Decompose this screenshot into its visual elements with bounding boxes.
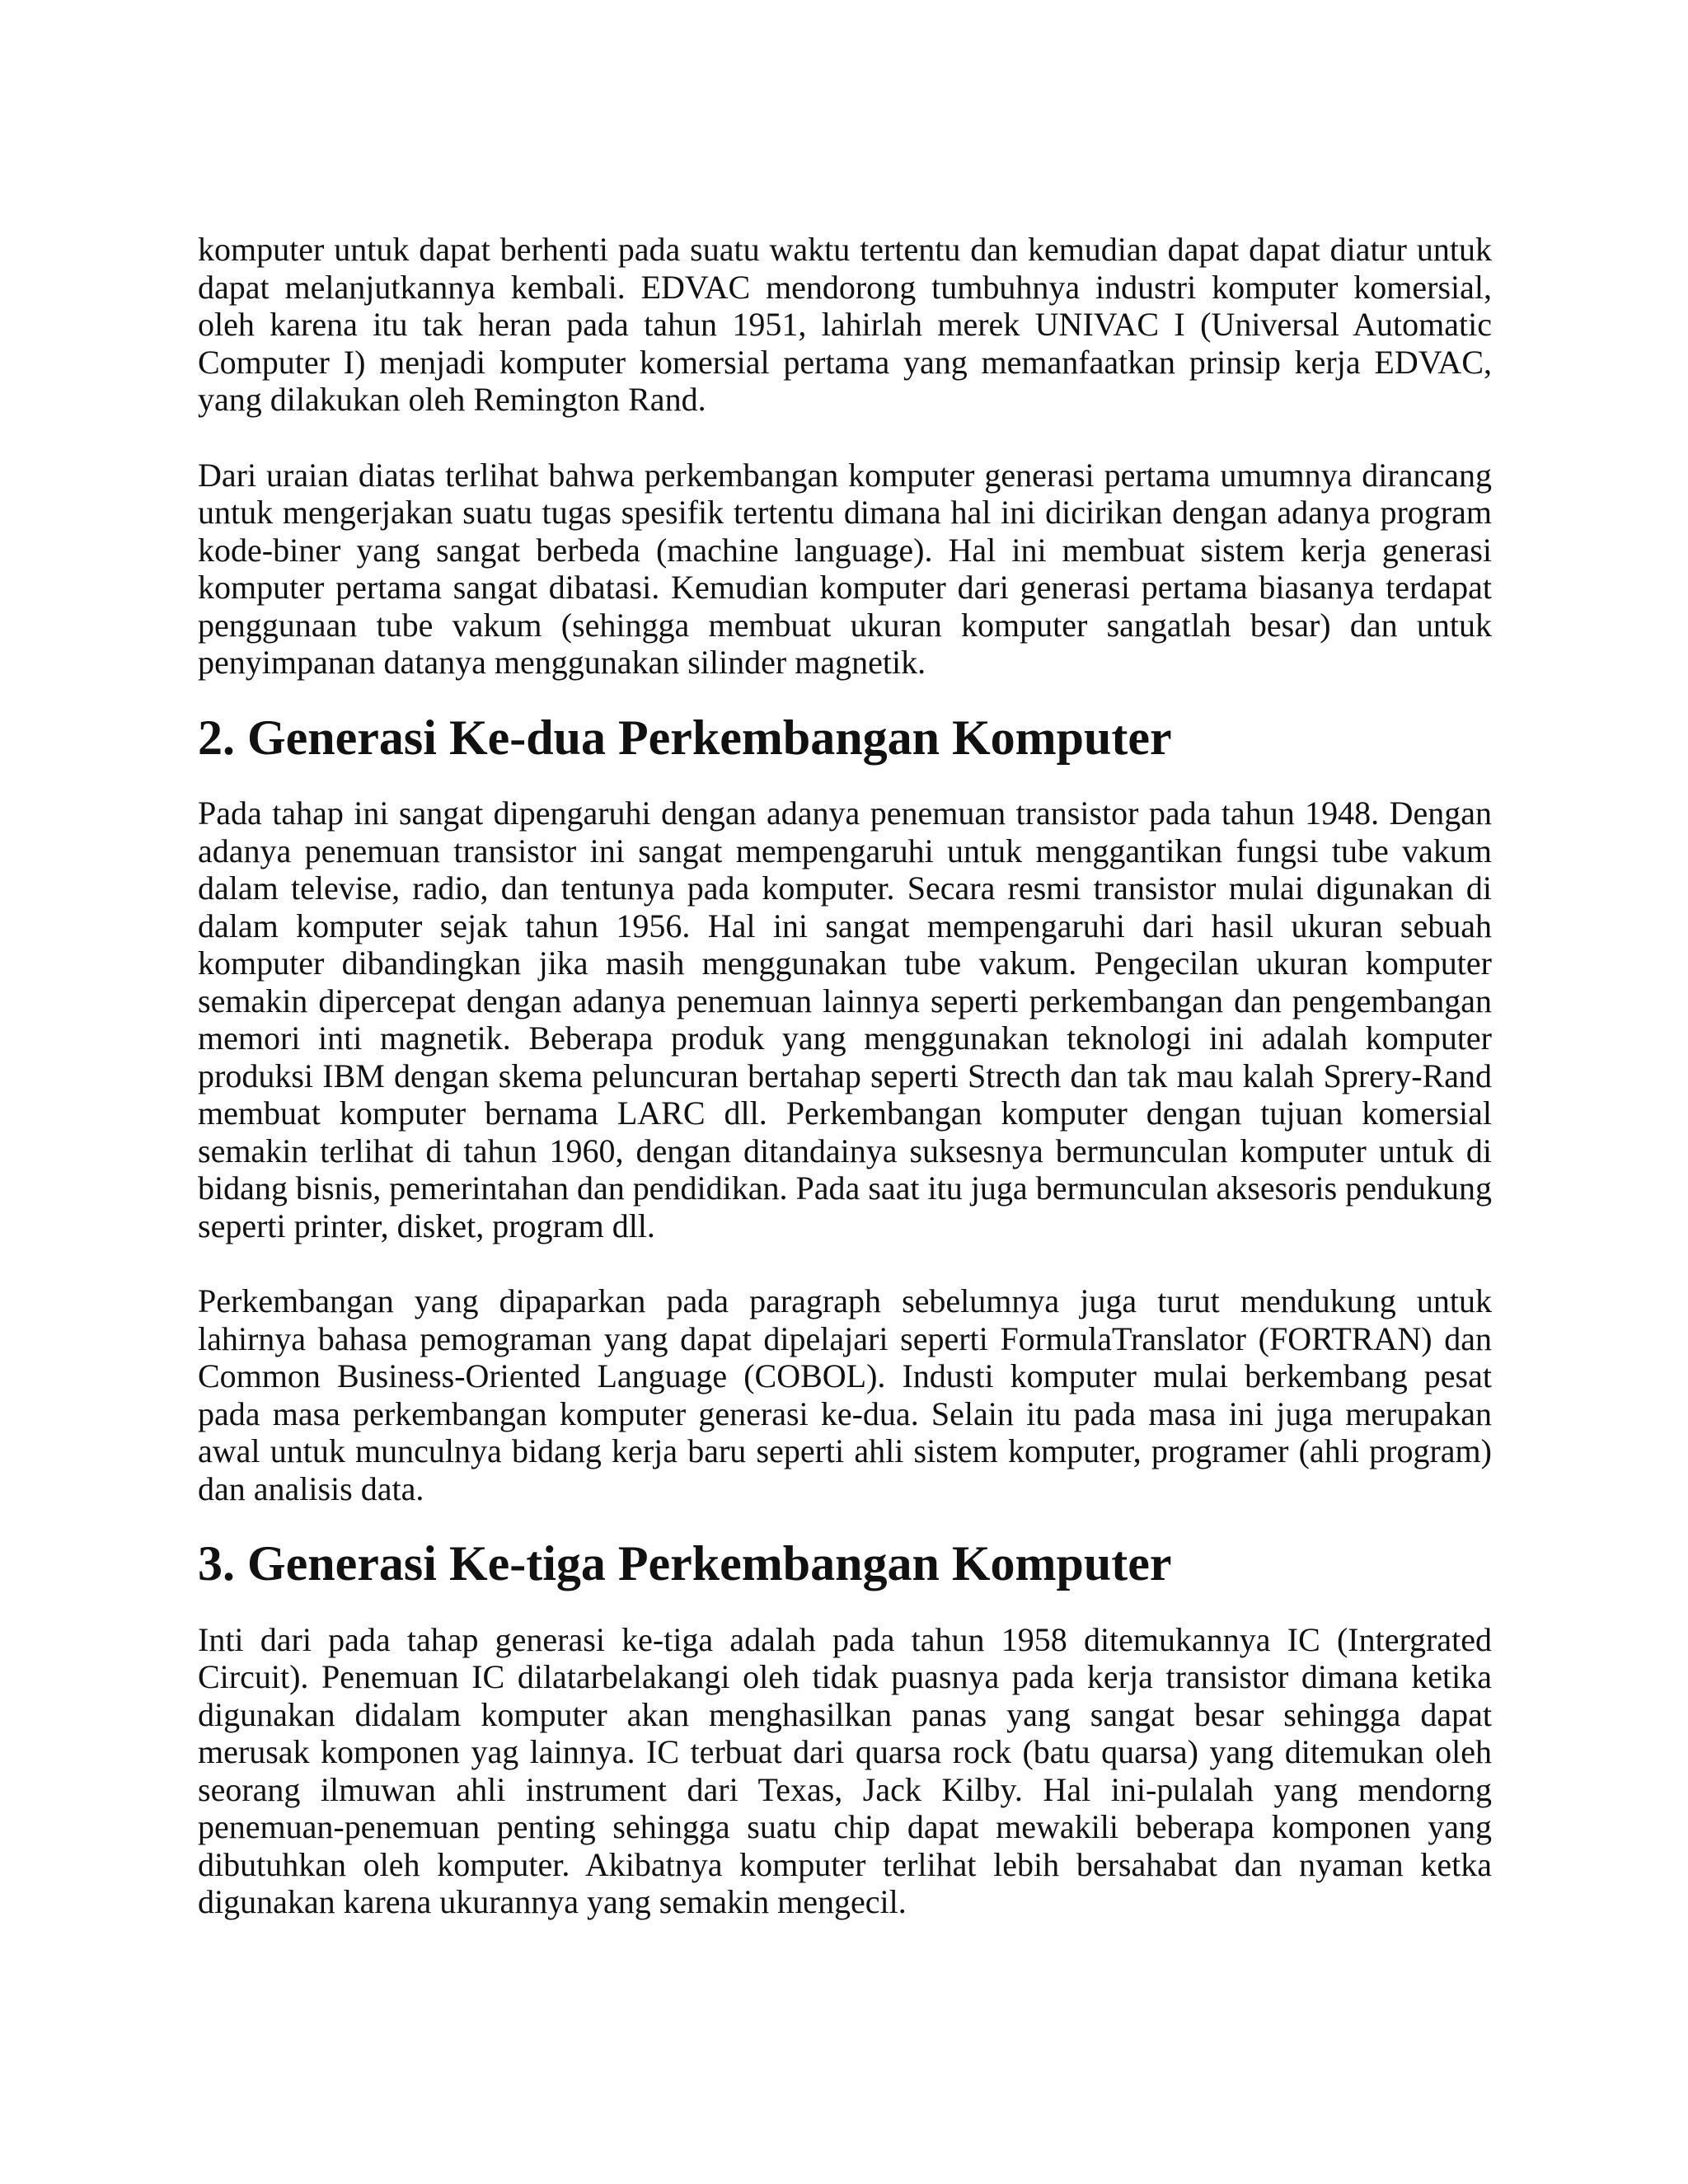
paragraph-transistor: Pada tahap ini sangat dipengaruhi dengan adanya penemuan transistor pada tahun 1948. Dengan adanya penemuan transistor ini sangat mempengaruhi untuk menggantikan fungsi tube vakum dalam televise, radio, dan tentunya pada komputer. Secara resmi transistor mulai digunakan di dalam komputer sejak tahun 1956. Hal ini sangat mempengaruhi dari hasil ukuran sebuah komputer dibandingkan jika masih menggunakan tube vakum. Pengecilan ukuran komputer semakin dipercepat dengan adanya penemuan lainnya seperti perkembangan dan pengembangan memori inti magnetik. Beberapa produk yang menggunakan teknologi ini adalah komputer produksi IBM dengan skema peluncuran bertahap seperti Strecth dan tak mau kalah Sprery-Rand membuat komputer bernama LARC dll. Perkembangan komputer dengan tujuan komersial semakin terlihat di tahun 1960, dengan ditandainya suksesnya bermunculan komputer untuk di bidang bisnis, pemerintahan dan pendidikan. Pada saat itu juga bermunculan aksesoris pendukung seperti printer, disket, program dll. [198,794,1492,1244]
paragraph-programming-languages: Perkembangan yang dipaparkan pada paragraph sebelumnya juga turut mendukung untuk lahirnya bahasa pemograman yang dapat dipelajari seperti FormulaTranslator (FORTRAN) dan Common Business-Oriented Language (COBOL). Industi komputer mulai berkembang pesat pada masa perkembangan komputer generasi ke-dua. Selain itu pada masa ini juga merupakan awal untuk munculnya bidang kerja baru seperti ahli sistem komputer, programer (ahli program) dan analisis data. [198,1282,1492,1507]
section-heading-third-generation: 3. Generasi Ke-tiga Perkembangan Komputer [198,1536,1172,1591]
section-heading-second-generation: 2. Generasi Ke-dua Perkembangan Komputer [198,710,1172,765]
paragraph-first-generation-summary: Dari uraian diatas terlihat bahwa perkembangan komputer generasi pertama umumnya dirancang untuk mengerjakan suatu tugas spesifik tertentu dimana hal ini dicirikan dengan adanya program kode-biner yang sangat berbeda (machine language). Hal ini membuat sistem kerja generasi komputer pertama sangat dibatasi. Kemudian komputer dari generasi pertama biasanya terdapat penggunaan tube vakum (sehingga membuat ukuran komputer sangatlah besar) dan untuk penyimpanan datanya menggunakan silinder magnetik. [198,456,1492,681]
paragraph-integrated-circuit: Inti dari pada tahap generasi ke-tiga adalah pada tahun 1958 ditemukannya IC (Intergrated Circuit). Penemuan IC dilatarbelakangi oleh tidak puasnya pada kerja transistor dimana ketika digunakan didalam komputer akan menghasilkan panas yang sangat besar sehingga dapat merusak komponen yag lainnya. IC terbuat dari quarsa rock (batu quarsa) yang ditemukan oleh seorang ilmuwan ahli instrument dari Texas, Jack Kilby. Hal ini-pulalah yang mendorng penemuan-penemuan penting sehingga suatu chip dapat mewakili beberapa komponen yang dibutuhkan oleh komputer. Akibatnya komputer terlihat lebih bersahabat dan nyaman ketka digunakan karena ukurannya yang semakin mengecil. [198,1620,1492,1920]
document-page [198,231,1492,1959]
paragraph-edvac-univac: komputer untuk dapat berhenti pada suatu waktu tertentu dan kemudian dapat dapat diatur untuk dapat melanjutkannya kembali. EDVAC mendorong tumbuhnya industri komputer komersial, oleh karena itu tak heran pada tahun 1951, lahirlah merek UNIVAC I (Universal Automatic Computer I) menjadi komputer komersial pertama yang memanfaatkan prinsip kerja EDVAC, yang dilakukan oleh Remington Rand. [198,231,1492,418]
